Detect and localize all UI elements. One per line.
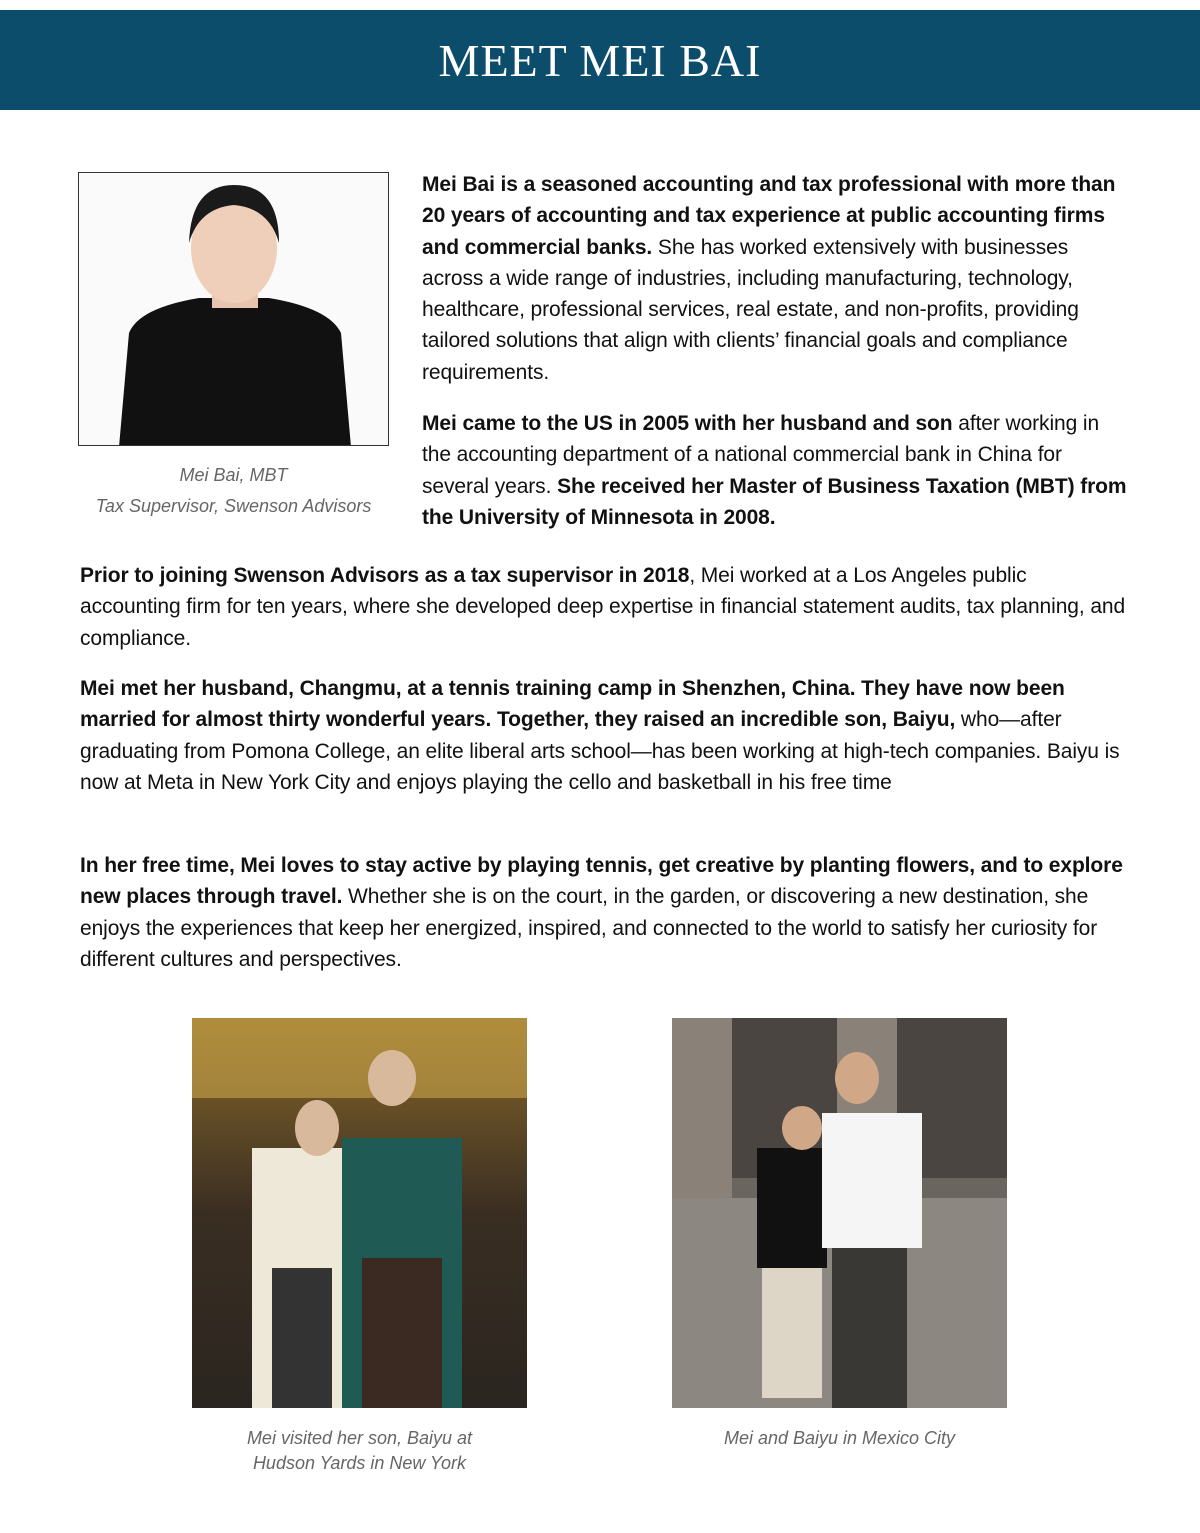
background-bold: Mei came to the US in 2005 with her husband and son	[422, 412, 953, 435]
background-paragraph	[422, 408, 1132, 533]
caption-line: Hudson Yards in New York	[252, 1453, 467, 1473]
career-paragraph	[80, 560, 1130, 654]
family-bold: Mei met her husband, Changmu, at a tennis training camp in Shenzhen, China. They have now been married for almost thirty wonderful years. Together, they raised an incredible son, Baiyu,	[80, 677, 1065, 732]
background-bold-2: She received her Master of Business Taxation (MBT) from the University of Minnesota in 2008.	[422, 474, 1127, 529]
caption-title: Tax Supervisor, Swenson Advisors	[95, 496, 372, 516]
intro-text: She has worked extensively with businesses across a wide range of industries, including manufacturing, technology, healthcare, professional services, real estate, and non-profits, providing tailored solutions that align with clients’ financial goals and compliance requirements.	[422, 235, 1079, 384]
portrait-caption	[78, 460, 389, 522]
page-header	[0, 10, 1200, 110]
caption-line: Mei visited her son, Baiyu at	[246, 1428, 473, 1448]
mexico-city-photo	[672, 1018, 1007, 1408]
caption-line: Mei and Baiyu in Mexico City	[723, 1428, 956, 1448]
hudson-yards-photo	[192, 1018, 527, 1408]
family-paragraph	[80, 673, 1130, 798]
hobbies-paragraph	[80, 850, 1130, 975]
background-text: after working in the accounting department of a national commercial bank in China for several years.	[422, 412, 1100, 498]
hobbies-text: Whether she is on the court, in the garden, or discovering a new destination, she enjoys the experiences that keep her energized, inspired, and connected to the world to satisfy her curiosity for different cultures and perspectives.	[80, 885, 1098, 971]
intro-bold: Mei Bai is a seasoned accounting and tax professional with more than 20 years of accounting and tax experience at public accounting firms and commercial banks.	[422, 173, 1116, 259]
career-text: , Mei worked at a Los Angeles public accounting firm for ten years, where she developed deep expertise in financial statement audits, tax planning, and compliance.	[80, 564, 1126, 650]
mexico-city-caption	[672, 1426, 1007, 1451]
intro-paragraph	[422, 169, 1132, 388]
hudson-yards-caption	[192, 1426, 527, 1476]
hobbies-bold: In her free time, Mei loves to stay active by playing tennis, get creative by planting flowers, and to explore new places through travel.	[80, 854, 1123, 909]
caption-name: Mei Bai, MBT	[179, 465, 288, 485]
family-text: who—after graduating from Pomona College, an elite liberal arts school—has been working at high-tech companies. Baiyu is now at Meta in New York City and enjoys playing the cello and basketball in his free time	[80, 708, 1120, 794]
career-bold: Prior to joining Swenson Advisors as a tax supervisor in 2018	[80, 564, 690, 587]
page-title: MEET MEI BAI	[438, 34, 762, 86]
portrait-photo	[78, 172, 389, 446]
